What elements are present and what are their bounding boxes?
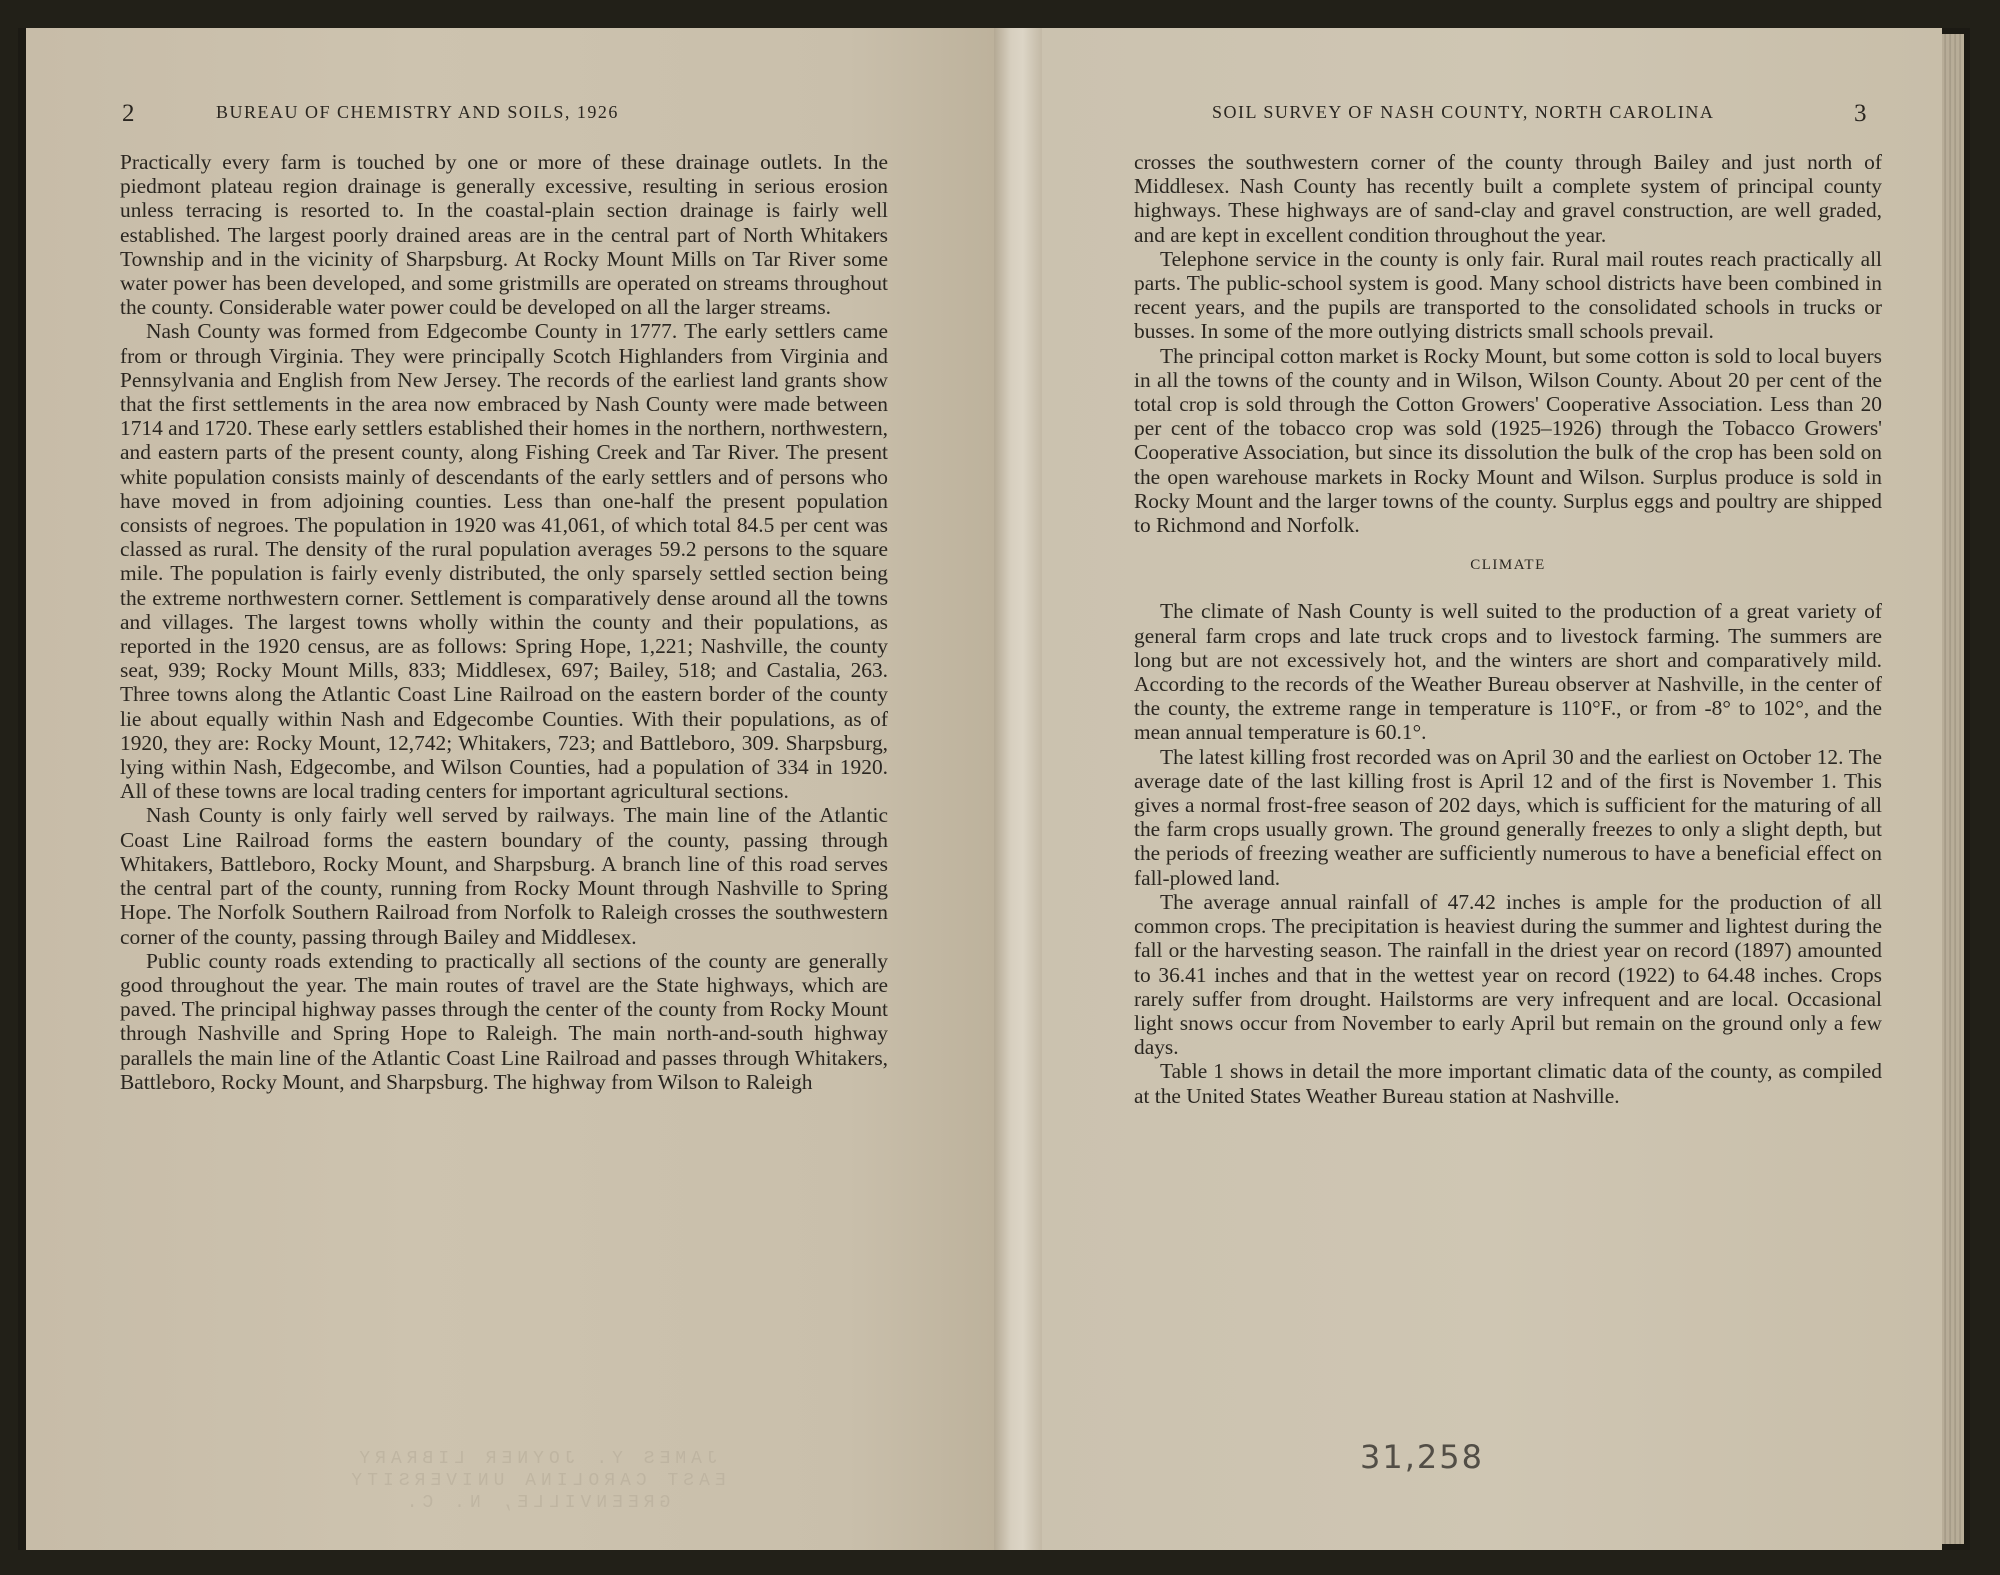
stamp-line: GREENVILLE, N. C. bbox=[401, 1493, 671, 1513]
running-head: SOIL SURVEY OF NASH COUNTY, NORTH CAROLINA bbox=[1212, 102, 1715, 122]
paragraph: Table 1 shows in detail the more important climatic data of the county, as compiled at the United States Weather Bureau station at Nashville. bbox=[1134, 1059, 1882, 1108]
paragraph: The principal cotton market is Rocky Mount, but some cotton is sold to local buyers in all the towns of the county and in Wilson, Wilson County. About 20 per cent of the total crop is sold through the Cotton Growers' Cooperative Association. Less than 20 per cent of the tobacco crop was sold (1925–1926) through the Tobacco Growers' Cooperative Association, but since its dissolution the bulk of the crop has been sold on the open warehouse markets in Rocky Mount and Wilson. Surplus produce is sold in Rocky Mount and the larger towns of the county. Surplus eggs and poultry are shipped to Richmond and Norfolk. bbox=[1134, 343, 1882, 538]
section-heading: CLIMATE bbox=[1470, 557, 1546, 574]
left-page-body bbox=[120, 150, 888, 1094]
paragraph: The climate of Nash County is well suited to the production of a great variety of general farm crops and late truck crops and to livestock farming. The summers are long but are not excessively hot, and the winters are short and comparatively mild. According to the records of the Weather Bureau observer at Nashville, in the center of the county, the extreme range in temperature is 110°F., or from -8° to 102°, and the mean annual temperature is 60.1°. bbox=[1134, 599, 1882, 745]
paragraph: Nash County is only fairly well served by railways. The main line of the Atlantic Coast Line Railroad forms the eastern boundary of the county, passing through Whitakers, Battleboro, Rocky Mount, and Sharpsburg. A branch line of this road serves the central part of the county, running from Rocky Mount through Nashville to Spring Hope. The Norfolk Southern Railroad from Norfolk to Raleigh crosses the southwestern corner of the county, passing through Bailey and Middlesex. bbox=[120, 803, 888, 949]
paragraph: Nash County was formed from Edgecombe County in 1777. The early settlers came from or through Virginia. They were principally Scotch Highlanders from Virginia and Pennsylvania and English from New Jersey. The records of the earliest land grants show that the first settlements in the area now embraced by Nash County were made between 1714 and 1720. These early settlers established their homes in the northern, northwestern, and eastern parts of the present county, along Fishing Creek and Tar River. The present white population consists mainly of descendants of the early settlers and of persons who have moved in from adjoining counties. Less than one-half the present population consists of negroes. The population in 1920 was 41,061, of which total 84.5 per cent was classed as rural. The density of the rural population averages 59.2 persons to the square mile. The population is fairly evenly distributed, the only sparsely settled section being the extreme northwestern corner. Settlement is comparatively dense around all the towns and villages. The largest towns wholly within the county and their populations, as reported in the 1920 census, are as follows: Spring Hope, 1,221; Nashville, the county seat, 939; Rocky Mount Mills, 833; Middlesex, 697; Bailey, 518; and Castalia, 263. Three towns along the Atlantic Coast Line Railroad on the eastern border of the county lie about equally within Nash and Edgecombe Counties. With their populations, as of 1920, they are: Rocky Mount, 12,742; Whitakers, 723; and Battleboro, 309. Sharpsburg, lying within Nash, Edgecombe, and Wilson Counties, had a population of 334 in 1920. All of these towns are local trading centers for important agricultural sections. bbox=[120, 319, 888, 804]
paragraph: Public county roads extending to practically all sections of the county are generally good throughout the year. The main routes of travel are the State highways, which are paved. The principal highway passes through the center of the county from Rocky Mount through Nashville and Spring Hope to Raleigh. The main north-and-south highway parallels the main line of the Atlantic Coast Line Railroad and passes through Whitakers, Battleboro, Rocky Mount, and Sharpsburg. The highway from Wilson to Raleigh bbox=[120, 948, 888, 1094]
paragraph: The latest killing frost recorded was on April 30 and the earliest on October 12. The average date of the last killing frost is April 12 and of the first is November 1. This gives a normal frost-free season of 202 days, which is sufficient for the maturing of all the farm crops usually grown. The ground generally freezes to only a slight depth, but the periods of freezing weather are sufficiently numerous to have a beneficial effect on fall-plowed land. bbox=[1134, 744, 1882, 890]
paragraph: crosses the southwestern corner of the county through Bailey and just north of Middlesex. Nash County has recently built a complete system of principal county highways. These highways are of sand-clay and gravel construction, are well graded, and are kept in excellent condition throughout the year. bbox=[1134, 150, 1882, 247]
page-number: 2 bbox=[122, 100, 135, 127]
book-gutter bbox=[994, 28, 1042, 1550]
paragraph: Practically every farm is touched by one or more of these drainage outlets. In the piedmont plateau region drainage is generally excessive, resulting in serious erosion unless terracing is resorted to. In the coastal-plain section drainage is fairly well established. The largest poorly drained areas are in the central part of North Whitakers Township and in the vicinity of Sharpsburg. At Rocky Mount Mills on Tar River some water power has been developed, and some gristmills are operated on streams throughout the county. Considerable water power could be developed on all the larger streams. bbox=[120, 150, 888, 320]
right-page bbox=[1042, 28, 1942, 1550]
accession-number-stamp: 31,258 bbox=[1360, 1438, 1484, 1476]
left-page bbox=[26, 28, 994, 1550]
paragraph: The average annual rainfall of 47.42 inches is ample for the production of all common crops. The precipitation is heaviest during the summer and lightest during the fall or the harvesting season. The rainfall in the driest year on record (1897) amounted to 36.41 inches and that in the wettest year on record (1922) to 64.48 inches. Crops rarely suffer from drought. Hailstorms are very infrequent and are local. Occasional light snows occur from November to early April but remain on the ground only a few days. bbox=[1134, 889, 1882, 1060]
stamp-line: JAMES Y. JOYNER LIBRARY bbox=[354, 1449, 718, 1469]
page-number: 3 bbox=[1854, 100, 1867, 127]
stamp-line: EAST CAROLINA UNIVERSITY bbox=[346, 1471, 726, 1491]
paragraph: Telephone service in the county is only fair. Rural mail routes reach practically all parts. The public-school system is good. Many school districts have been combined in recent years, and the pupils are transported to the consolidated schools in trucks or busses. In some of the more outlying districts small schools prevail. bbox=[1134, 246, 1882, 344]
bleed-through-library-stamp bbox=[326, 1448, 746, 1514]
running-head: BUREAU OF CHEMISTRY AND SOILS, 1926 bbox=[216, 102, 619, 122]
page-stack-edge bbox=[1942, 34, 1964, 1544]
book-spread bbox=[18, 28, 1970, 1550]
right-page-body bbox=[1134, 150, 1882, 1108]
